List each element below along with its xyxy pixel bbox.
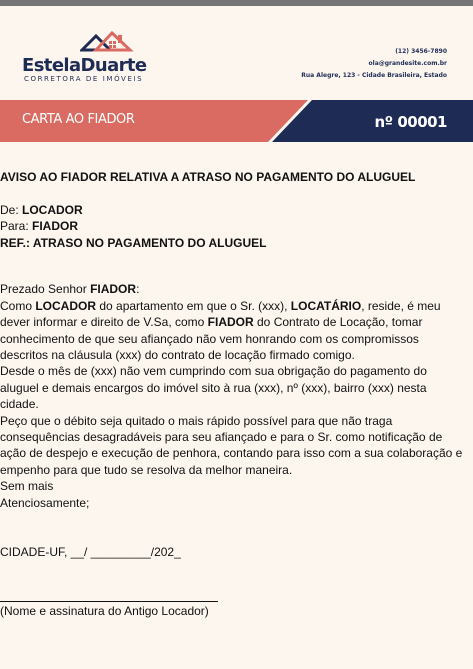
to-line: Para: FIADOR: [0, 219, 79, 234]
house-roof-icon: [80, 30, 138, 52]
contact-address: Rua Alegre, 123 - Cidade Brasileira, Estado: [301, 72, 447, 79]
ref-line: REF.: ATRASO NO PAGAMENTO DO ALUGUEL: [0, 235, 267, 250]
paragraph-2-line-3: cidade.: [0, 397, 39, 412]
paragraph-3-line-3: ação de despejo e execução de penhora, contando para isso com a sua colaboração e: [0, 446, 463, 461]
closing-line-2: Atenciosamente;: [0, 495, 90, 510]
contact-info: [301, 46, 447, 82]
paragraph-3-line-2: consequências desagradáveis para seu afiançado e para o Sr. como notificação de: [0, 430, 443, 445]
salutation: Prezado Senhor FIADOR:: [0, 282, 140, 297]
paragraph-1-line-4: descritos na cláusula (xxx) do contrato de locação firmado comigo.: [0, 348, 355, 363]
company-logo: [22, 30, 147, 86]
signature-line: [0, 601, 218, 602]
paragraph-3-line-4: empenho para que tudo se resolva da melhor maneira.: [0, 462, 293, 477]
from-line: De: LOCADOR: [0, 202, 83, 217]
top-gray-bar: [0, 0, 473, 6]
letter-type-title: CARTA AO FIADOR: [22, 112, 135, 127]
paragraph-1-line-3: conhecimento de que seu afiançado não vem honrando com os compromissos: [0, 331, 419, 346]
paragraph-3-line-1: Peço que o débito seja quitado o mais rápido possível para que não traga: [0, 413, 393, 428]
contact-phone: (12) 3456-7890: [395, 48, 447, 55]
letter-body: [0, 169, 473, 560]
closing-line-1: Sem mais: [0, 479, 54, 494]
brand-name: EstelaDuarte: [22, 55, 147, 76]
signature-caption: (Nome e assinatura do Antigo Locador): [0, 604, 209, 618]
paragraph-2-line-2: aluguel e demais encargos do imóvel sito à rua (xxx), nº (xxx), bairro (xxx) nesta: [0, 380, 427, 395]
letter-number: nº 00001: [374, 113, 447, 131]
date-line: CIDADE-UF, __/ _________/202_: [0, 544, 181, 559]
letter-subject: AVISO AO FIADOR RELATIVA A ATRASO NO PAGAMENTO DO ALUGUEL: [0, 170, 416, 184]
paragraph-1-line-2: dever informar e direito de V.Sa, como FIADOR do Contrato de Locação, tomar: [0, 315, 423, 330]
contact-email: ola@grandesite.com.br: [368, 60, 447, 67]
brand-tagline: CORRETORA DE IMÓVEIS: [24, 75, 144, 83]
paragraph-1-line-1: Como LOCADOR do apartamento em que o Sr. (xxx), LOCATÁRIO, reside, é meu: [0, 298, 441, 313]
paragraph-2-line-1: Desde o mês de (xxx) não vem cumprindo com sua obrigação do pagamento do: [0, 364, 427, 379]
